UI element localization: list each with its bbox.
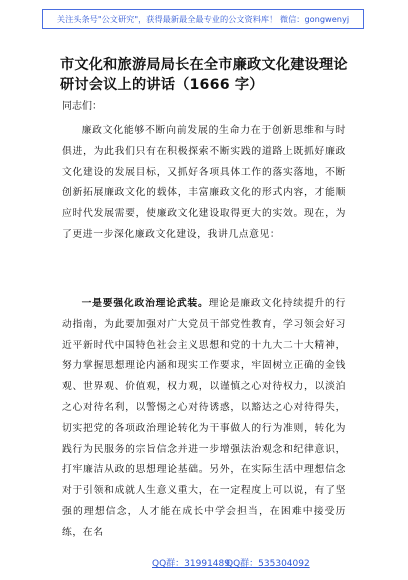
body-paragraph-2: [62, 294, 346, 544]
footer-bar: [0, 556, 408, 570]
paragraph-2-body: 理论是廉政文化持续提升的行动指南，为此要加强对广大党员干部党性教育，学习领会好习近平新时代中国特色社会主义思想和党的十九大二十大精神，努力掌握思想理论内涵和现实工作要求，牢固树立正确的金钱观、世界观、价值观，权力观，以谨慎之心对待权力，以淡泊之心对待名利，以警惕之心对待诱惑，以豁达之心对待得失，切实把党的各项政治理论转化为干事做人的行为准则，转化为践行为民服务的宗旨信念并进一步增强法治观念和纪律意识，打牢廉洁从政的思想理论基础。另外，在实际生活中理想信念对于引领和成就人生意义重大，在一定程度上可以说，有了坚强的理想信念，人才能在成长中学会担当，在困难中接受历练，在名: [62, 298, 346, 538]
body-paragraph-1: 廉政文化能够不断向前发展的生命力在于创新思维和与时俱进，为此我们只有在积极探索不断实践的道路上既抓好廉政文化建设的发展目标，又抓好各项具体工作的落实落地，不断创新拓展廉政文化的载体，丰富廉政文化的形式内容，才能顺应时代发展需要，使廉政文化建设取得更大的实效。现在，为了更进一步深化廉政文化建设，我讲几点意见：: [62, 125, 346, 240]
header-promo-banner: 关注头条号"公文研究"，获得最新最全最专业的公文资料库！ 微信：gongwenyj: [42, 9, 364, 29]
footer-qq-group-link-2[interactable]: QQ群：535304092: [226, 559, 310, 569]
document-title: 市文化和旅游局局长在全市廉政文化建设理论研讨会议上的讲话（1666 字）: [60, 57, 348, 93]
paragraph-lead-heading: 一是要强化政治理论武装。: [81, 298, 209, 309]
footer-qq-group-link-1[interactable]: QQ群：31991489: [152, 559, 230, 569]
salutation: 同志们：: [62, 101, 102, 112]
